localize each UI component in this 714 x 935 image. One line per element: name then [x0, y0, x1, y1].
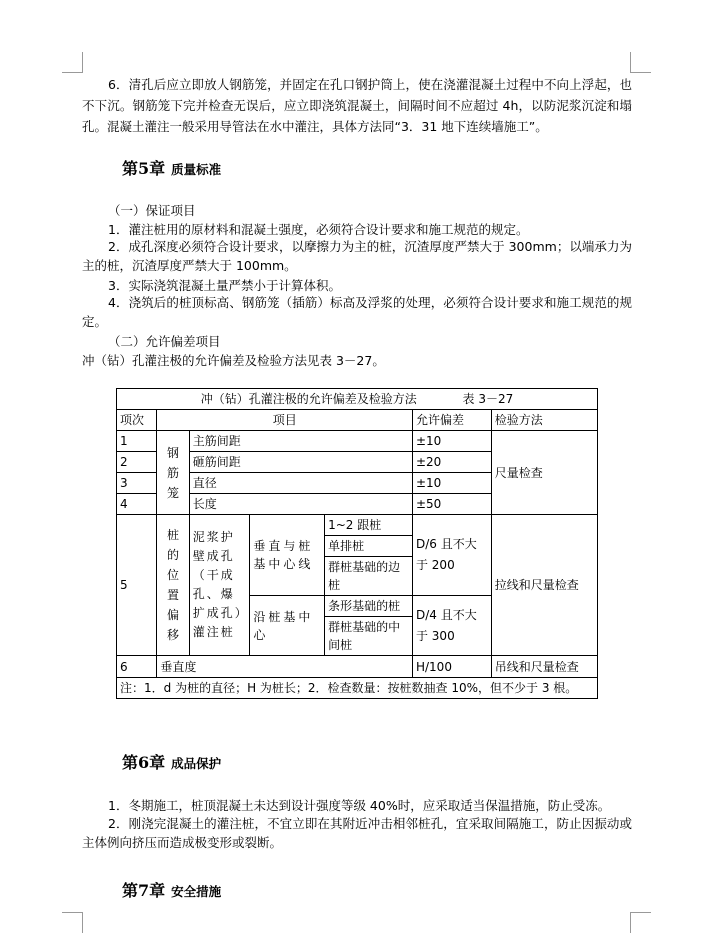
- header-deviation: 允许偏差: [412, 410, 491, 431]
- rebar-method-cell: 尺量检查: [491, 431, 597, 515]
- row-no: 3: [117, 473, 157, 494]
- chapter-number: 第5章: [122, 159, 166, 178]
- guarantee-item-1: 1．灌注桩用的原材料和混凝土强度，必须符合设计要求和施工规范的规定。: [108, 222, 529, 237]
- row5-method: 拉线和尺量检查: [491, 515, 597, 656]
- along-deviation: D/4 且不大于 300: [412, 596, 491, 656]
- table-caption: 冲（钻）孔灌注极的允许偏差及检验方法: [200, 392, 417, 406]
- perp-deviation: D/6 且不大于 200: [412, 515, 491, 596]
- along-item-2: 群桩基础的中间桩: [325, 617, 413, 656]
- row-item: 砸筋间距: [189, 452, 412, 473]
- rebar-group-label: 钢筋笼: [167, 445, 180, 500]
- chapter-title: 质量标准: [171, 162, 222, 177]
- row6-no: 6: [117, 656, 157, 678]
- row5-subgroup: 泥浆护壁成孔（干成孔、爆扩成孔）灌注桩: [189, 515, 250, 656]
- top-paragraph: 6．清孔后应立即放人钢筋笼，并固定在孔口钢护筒上，使在浇灌混凝土过程中不向上浮起，也不下沉。钢筋笼下完并检查无误后，应立即浇筑混凝土，间隔时间不应超过 4h，以防泥浆沉淀和塌孔。混凝土灌注一般采用导管法在水中灌注，具体方法同“3．31 地下连续墙施工”。: [82, 77, 632, 134]
- guarantee-item-4: 4．浇筑后的桩顶标高、钢筋笼（插筋）标高及浮浆的处理，必须符合设计要求和施工规范的规定。: [82, 295, 632, 329]
- crop-mark-top-right: [630, 52, 651, 73]
- row-no: 1: [117, 431, 157, 452]
- perp-item-3: 群桩基础的边桩: [325, 557, 413, 596]
- row-deviation: ±50: [412, 494, 491, 515]
- table-number: 表 3－27: [462, 392, 514, 406]
- row-item: 长度: [189, 494, 412, 515]
- deviation-intro: 冲（钻）孔灌注极的允许偏差及检验方法见表 3－27。: [82, 353, 385, 368]
- table-caption-row: [117, 389, 598, 410]
- header-method: 检验方法: [491, 410, 597, 431]
- rebar-group-cell: [157, 431, 189, 515]
- protection-item-1: 1．冬期施工，桩顶混凝土未达到设计强度等级 40%时，应采取适当保温措施，防止受冻。: [108, 798, 611, 813]
- row6-method: 吊线和尺量检查: [491, 656, 597, 678]
- chapter-7-heading: [122, 878, 221, 901]
- row-deviation: ±10: [412, 473, 491, 494]
- row-deviation: ±10: [412, 431, 491, 452]
- header-no: 项次: [117, 410, 157, 431]
- row-deviation: ±20: [412, 452, 491, 473]
- deviation-table: [116, 388, 598, 699]
- row-item: 直径: [189, 473, 412, 494]
- chapter-title: 安全措施: [171, 884, 222, 899]
- chapter-number: 第6章: [122, 753, 166, 772]
- row-no: 2: [117, 452, 157, 473]
- perp-label: 垂直与桩基中心线: [250, 515, 325, 596]
- crop-mark-bottom-left: [62, 912, 83, 933]
- section-deviation-title: （二）允许偏差项目: [108, 334, 221, 349]
- chapter-title: 成品保护: [171, 756, 222, 771]
- guarantee-item-3: 3．实际浇筑混凝土量严禁小于计算体积。: [108, 278, 341, 293]
- row6-deviation: H/100: [412, 656, 491, 678]
- crop-mark-top-left: [62, 52, 83, 73]
- row5-no: 5: [117, 515, 157, 656]
- header-item: 项目: [157, 410, 413, 431]
- chapter-number: 第7章: [122, 881, 166, 900]
- chapter-6-heading: [122, 750, 221, 773]
- row-item: 主筋间距: [189, 431, 412, 452]
- along-item-1: 条形基础的桩: [325, 596, 413, 617]
- protection-item-2: 2．刚浇完混凝土的灌注桩，不宜立即在其附近冲击相邻桩孔，宜采取间隔施工，防止因振动或主体例向挤压而造成极变形或裂断。: [82, 816, 632, 850]
- along-label: 沿桩基中心: [250, 596, 325, 656]
- row5-group-cell: [157, 515, 189, 656]
- table-note: 注：1．d 为桩的直径；H 为桩长；2．检查数量：按桩数抽查 10%，但不少于 3 根。: [117, 678, 598, 699]
- guarantee-item-2: 2．成孔深度必须符合设计要求，以摩擦力为主的桩，沉渣厚度严禁大于 300mm；以端承力为主的桩，沉渣厚度严禁大于 100mm。: [82, 239, 632, 273]
- chapter-5-heading: [122, 156, 221, 179]
- perp-item-2: 单排桩: [325, 536, 413, 557]
- section-guarantee-title: （一）保证项目: [108, 203, 196, 218]
- row5-group-label: 桩的位置偏移: [167, 528, 180, 642]
- row-no: 4: [117, 494, 157, 515]
- crop-mark-bottom-right: [630, 912, 651, 933]
- row6-item: 垂直度: [157, 656, 413, 678]
- perp-item-1: 1~2 跟桩: [325, 515, 413, 536]
